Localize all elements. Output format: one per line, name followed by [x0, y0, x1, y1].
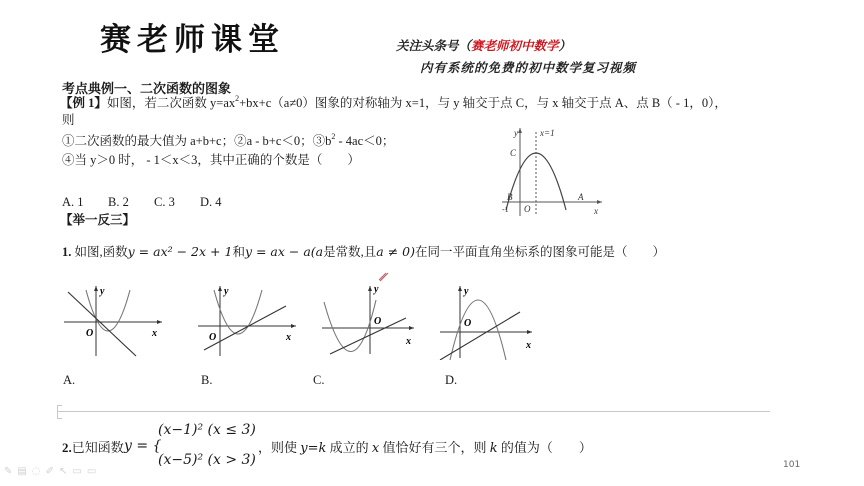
option-b: B. 2 — [108, 195, 129, 209]
axis-label-x: x — [406, 336, 411, 347]
sym-axis-label: x=1 — [540, 128, 555, 138]
q2-number: 2. — [62, 440, 72, 455]
q2-math-k: y=k — [300, 441, 327, 456]
choice-d-graph — [436, 280, 536, 360]
example1-line1 — [60, 95, 727, 111]
axis-label-y: y — [514, 128, 518, 138]
axis-label-x: x — [526, 340, 531, 351]
example1-parabola-figure — [498, 124, 608, 220]
follow-suffix: ） — [558, 38, 572, 53]
axis-label-x: x — [286, 332, 291, 343]
origin-label: O — [86, 328, 94, 339]
point-a: A — [578, 192, 584, 202]
axis-label-y: y — [464, 286, 469, 297]
promo-text: 内有系统的免费的初中数学复习视频 — [420, 60, 637, 75]
example1-text-b: +bx+c（a≠0）图象的对称轴为 x=1，与 y 轴交于点 C，与 x 轴交于点 A、点 B（ - 1，0）， — [239, 96, 727, 110]
option-c: C. 3 — [154, 195, 175, 209]
choice-d-label: D. — [445, 373, 458, 387]
follow-prefix: 关注头条号（ — [396, 38, 472, 53]
pen-icon[interactable]: ✎ — [4, 466, 13, 477]
statements-a: ①二次函数的最大值为 a+b+c；②a - b+c＜0；③b — [62, 134, 332, 148]
q2-math-x: x — [371, 441, 380, 456]
tick-neg1: -1 — [502, 205, 509, 214]
q1-math-c: a ≠ 0) — [376, 244, 415, 259]
choice-b-label: B. — [201, 373, 213, 387]
q2-math-y: y = { — [124, 438, 162, 454]
example1-text-a: 如图，若二次函数 y=ax — [106, 96, 236, 110]
axis-label-y: y — [374, 284, 379, 295]
option-d: D. 4 — [200, 195, 222, 209]
q1-text-d: 在同一平面直角坐标系的图象可能是（ ） — [414, 245, 665, 259]
page-divider — [58, 411, 770, 412]
q1-math-a: y = ax² − 2x + 1 — [127, 244, 233, 259]
q2-text-a: 已知函数 — [71, 440, 124, 455]
folder-icon[interactable]: ▭ — [72, 466, 82, 477]
origin-label: O — [209, 332, 217, 343]
point-b: B — [507, 192, 513, 202]
axis-label-x: x — [152, 328, 157, 339]
pointer-icon[interactable]: ↖ — [58, 466, 68, 477]
q1-text-b: 和 — [232, 245, 245, 259]
axis-label-x: x — [594, 206, 598, 216]
origin-label: O — [374, 316, 382, 327]
screen-icon[interactable]: ▭ — [86, 466, 97, 477]
example1-line4: ④当 y＞0 时， - 1＜x＜3，其中正确的个数是（ ） — [62, 153, 360, 167]
q2-piece1: (x−1)² (x ≤ 3) — [158, 422, 256, 438]
axis-label-y: y — [100, 286, 105, 297]
example1-line2: 则 — [62, 113, 75, 127]
follow-notice — [396, 36, 571, 54]
axis-label-y: y — [224, 286, 229, 297]
q2-text-c: 成立的 — [326, 440, 372, 455]
q2-lead — [62, 440, 124, 456]
statements-b: - 4ac＜0； — [335, 134, 395, 148]
practice-heading: 【举一反三】 — [60, 213, 136, 227]
choice-a-label: A. — [63, 373, 76, 387]
q2-text-d: 值恰好有三个，则 — [379, 440, 490, 455]
q1-text-a: 如图,函数 — [71, 245, 128, 259]
origin-label: O — [524, 204, 531, 214]
q2-math-k2: k — [489, 441, 498, 456]
q1-text — [62, 244, 665, 260]
page-number: 101 — [783, 460, 801, 470]
pen-annotation-icon — [378, 272, 390, 284]
q2-text-e: 的值为（ ） — [497, 440, 592, 455]
section-break-marker — [57, 405, 62, 419]
choice-b-graph — [192, 282, 302, 358]
example1-line3 — [62, 133, 394, 149]
origin-label: O — [464, 318, 472, 329]
lasso-icon[interactable]: ◌ — [31, 466, 41, 477]
superscript: 2 — [235, 94, 240, 103]
q1-math-b: y = ax − a(a — [244, 244, 324, 259]
example1-label: 【例 1】 — [60, 96, 107, 110]
annotation-toolbar — [4, 466, 96, 477]
choice-c-label: C. — [313, 373, 325, 387]
section-title: 考点典例一、二次函数的图象 — [62, 82, 232, 97]
q1-text-c: 是常数,且 — [323, 245, 377, 259]
point-c: C — [510, 148, 517, 158]
q2-piece2: (x−5)² (x > 3) — [158, 452, 256, 468]
superscript: 2 — [331, 132, 336, 141]
q1-number: 1. — [62, 245, 72, 259]
brand-title: 赛老师课堂 — [100, 22, 285, 58]
example1-options — [62, 194, 246, 210]
grid-icon[interactable]: ▤ — [17, 466, 27, 477]
q2-text-b: ，则使 — [258, 440, 301, 455]
eraser-icon[interactable]: ✐ — [45, 466, 54, 477]
option-a: A. 1 — [62, 195, 84, 209]
q2-tail — [258, 440, 592, 457]
choice-c-graph — [318, 282, 418, 358]
choice-a-graph — [58, 282, 168, 358]
follow-account: 赛老师初中数学 — [471, 38, 559, 53]
